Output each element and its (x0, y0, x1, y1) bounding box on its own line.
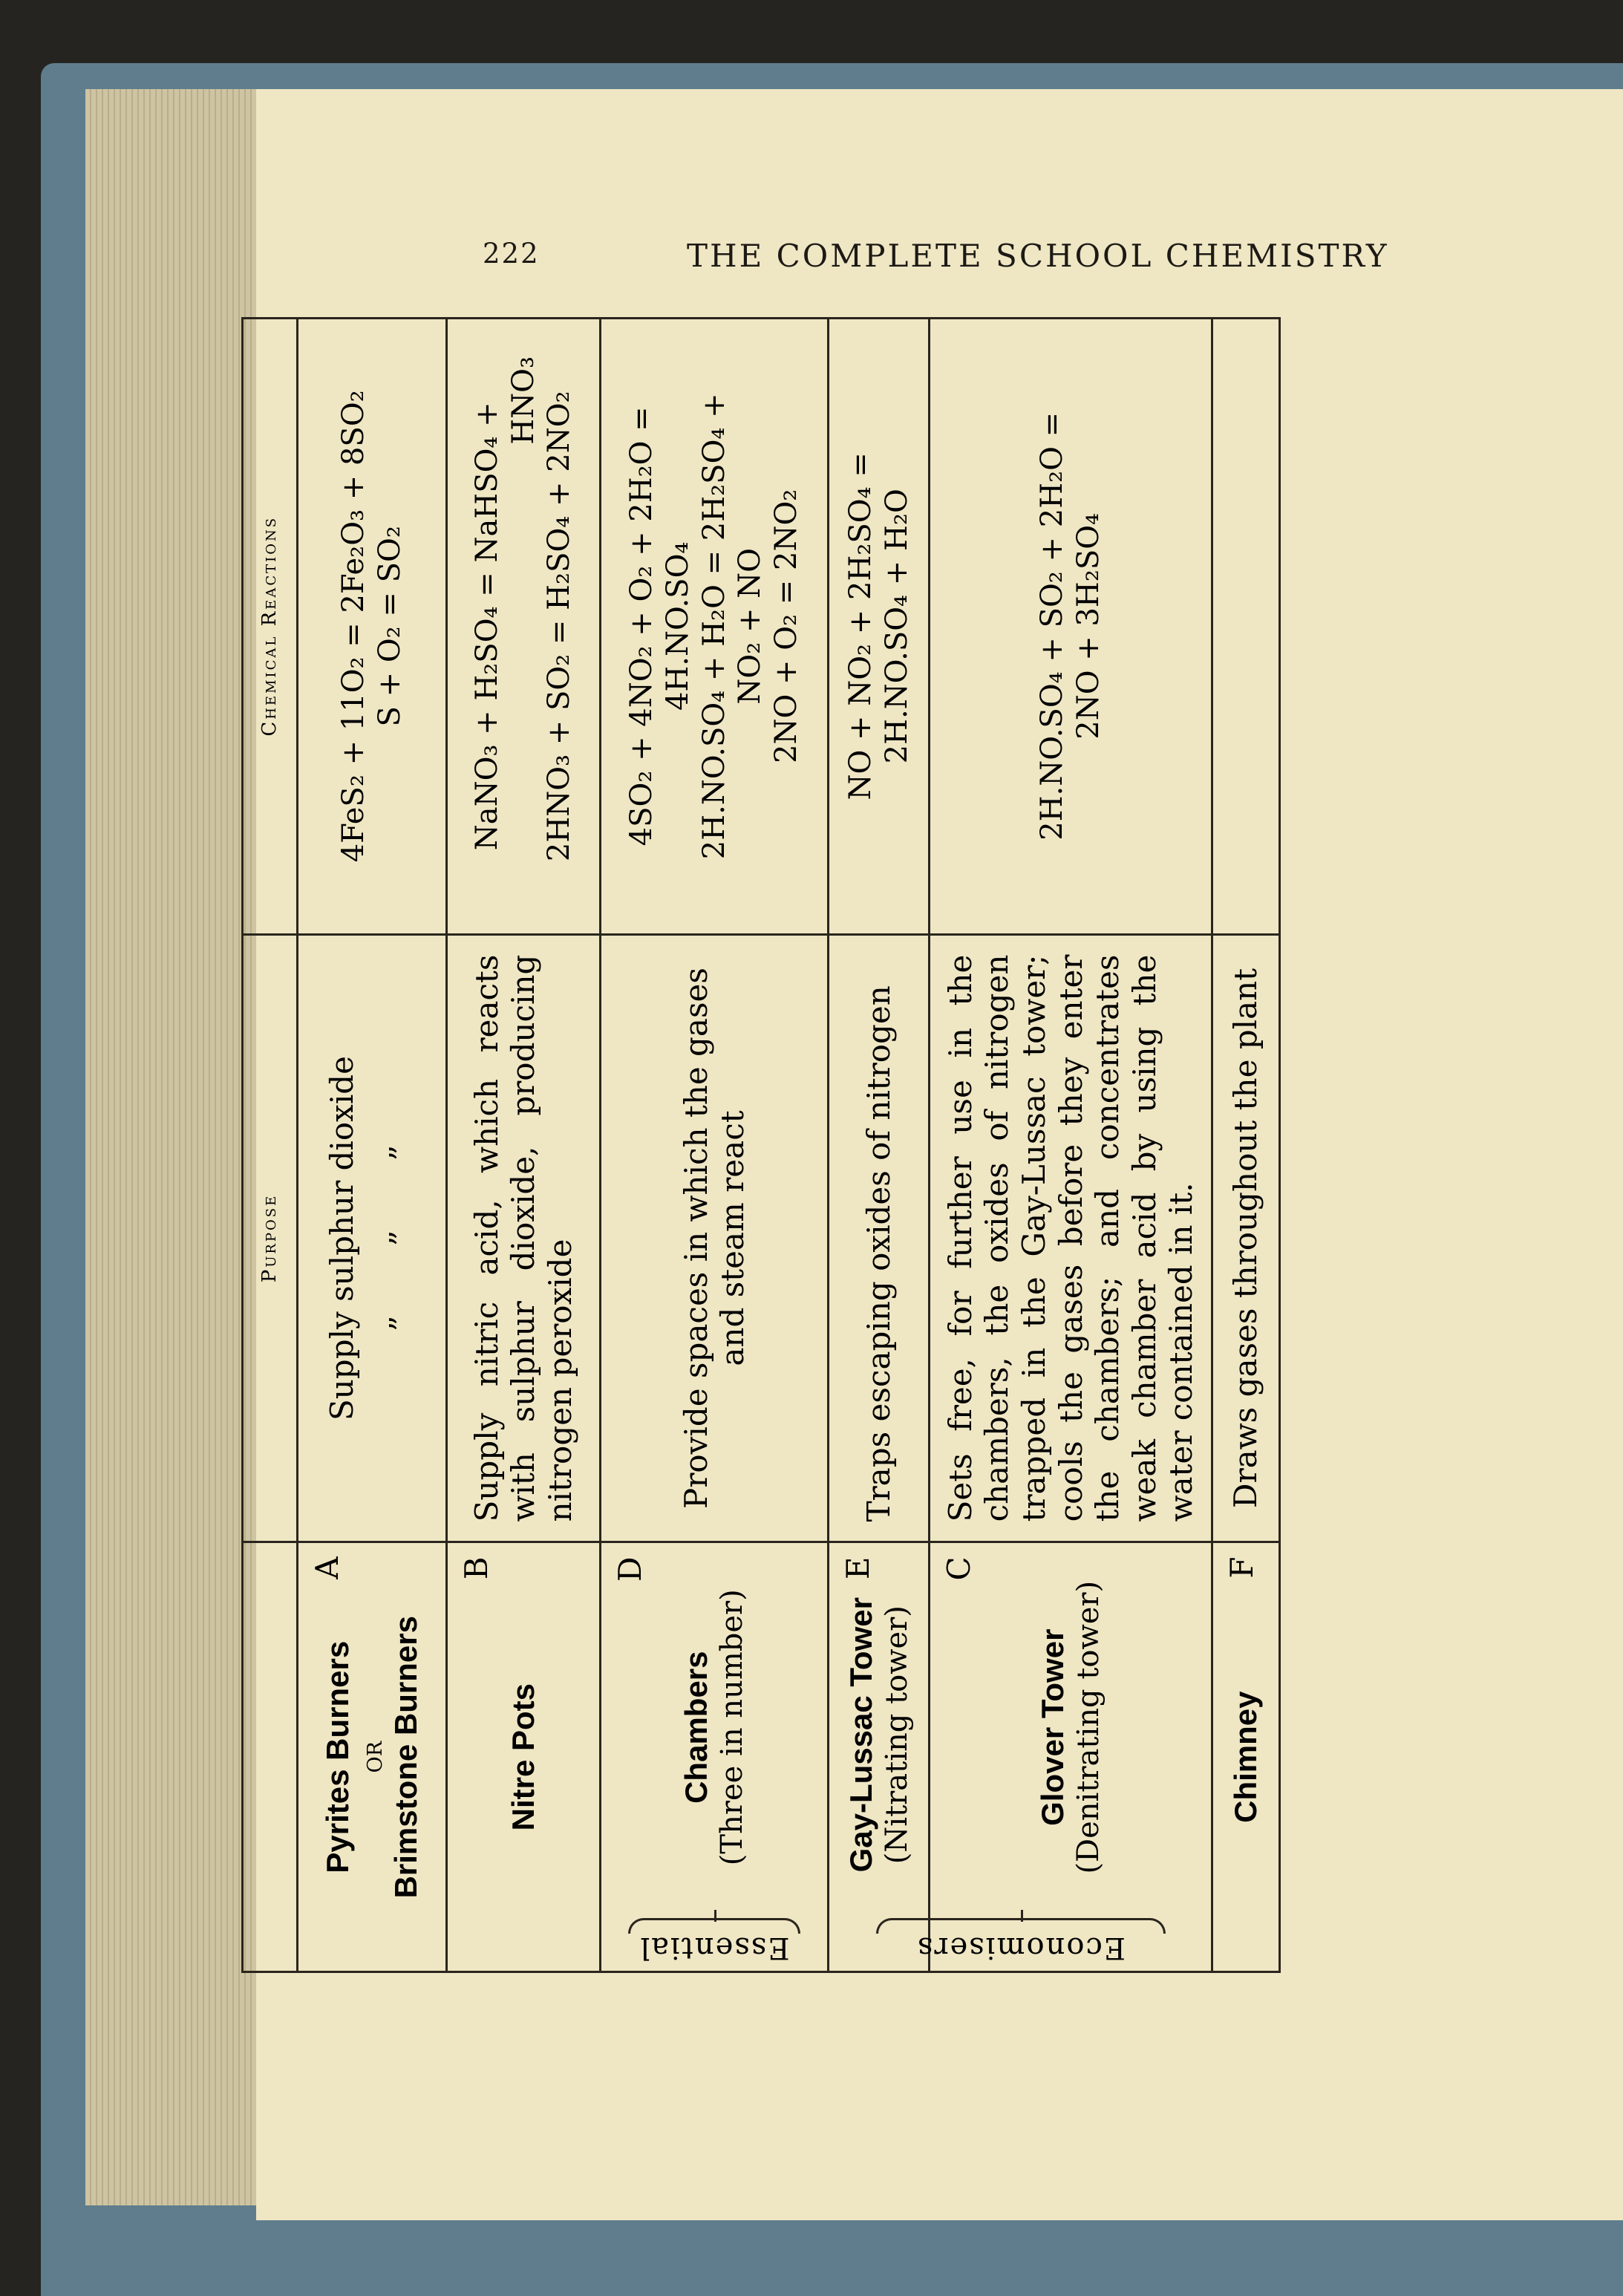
row-label: Pyrites Burners (319, 1640, 355, 1873)
row-label: Nitre Pots (505, 1683, 541, 1831)
row-label-alt: Brimstone Burners (388, 1616, 423, 1899)
equation: 2H.NO.SO₄ + SO₂ + 2H₂O = (1035, 411, 1070, 841)
brace-tip (1021, 1910, 1023, 1922)
row-chemical-reactions (1212, 319, 1280, 935)
row-purpose: Provide spaces in which the gases and steam react (600, 934, 828, 1542)
header-purpose: Purpose (243, 934, 298, 1542)
table-row (297, 319, 447, 1972)
equation-continued: 2H.NO.SO₄ + H₂O (879, 489, 914, 764)
row-label-cell (297, 1542, 447, 1972)
row-label-or: or (355, 1741, 388, 1773)
table-row (447, 319, 601, 1972)
row-label-cell (1212, 1542, 1280, 1972)
row-letter: F (1224, 1556, 1261, 1579)
row-chemical-reactions (600, 319, 828, 935)
row-label-cell (829, 1542, 930, 1972)
row-purpose: Sets free, for further use in the chambers, the oxides of nitrogen trapped in the Gay-Lussac tower; cools the gases before they enter the chambers; and concentrates weak chamber acid by using the water contained in it. (930, 934, 1212, 1542)
row-label-cell (915, 1542, 1212, 1972)
equation: S + O₂ = SO₂ (372, 526, 407, 727)
table-header-row (243, 319, 298, 1972)
row-label-sub: (Nitrating tower) (879, 1605, 914, 1865)
sulphuric-acid-plant-table (241, 317, 1281, 1973)
row-chemical-reactions (447, 319, 601, 935)
row-purpose (297, 934, 447, 1542)
row-label: Gay-Lussac Tower (843, 1597, 878, 1873)
group-label-essential: Essential (639, 1931, 790, 1965)
equation: 4SO₂ + 4NO₂ + O₂ + 2H₂O = (624, 406, 659, 847)
group-essential (601, 1911, 827, 1971)
table-row (930, 319, 1212, 1972)
equation: 2HNO₃ + SO₂ = H₂SO₄ + 2NO₂ (542, 391, 577, 862)
row-label-sub: (Three in number) (715, 1589, 750, 1866)
row-purpose: Supply nitric acid, which reacts with sulphur dioxide, producing nitrogen peroxide (447, 934, 601, 1542)
table-row (1212, 319, 1280, 1972)
group-label-economisers: Economisers (915, 1931, 1126, 1965)
row-chemical-reactions (829, 319, 930, 935)
row-letter: E (840, 1556, 877, 1580)
table-row (600, 319, 828, 1972)
row-label: Glover Tower (1035, 1628, 1071, 1826)
row-letter: A (308, 1556, 345, 1579)
row-letter: C (941, 1556, 978, 1581)
row-label-cell (447, 1542, 601, 1972)
purpose-text: Supply sulphur dioxide (324, 1055, 361, 1421)
row-letter: B (458, 1556, 495, 1580)
row-chemical-reactions (930, 319, 1212, 935)
page-number: 222 (483, 238, 540, 270)
row-purpose: Traps escaping oxides of nitrogen (829, 934, 930, 1542)
equation-continued: NO₂ + NO (733, 548, 768, 705)
row-chemical-reactions (297, 319, 447, 935)
purpose-ditto: ” ” ” (382, 1144, 419, 1332)
equation: NaNO₃ + H₂SO₄ = NaHSO₄ + (469, 402, 504, 851)
equation-continued: 2NO + 3H₂SO₄ (1071, 512, 1106, 740)
table-row (829, 319, 930, 1972)
row-purpose: Draws gases throughout the plant (1212, 934, 1280, 1542)
running-title: THE COMPLETE SCHOOL CHEMISTRY (687, 238, 1389, 274)
row-letter: D (611, 1556, 648, 1582)
brace-tip (714, 1910, 716, 1922)
equation: 2H.NO.SO₄ + H₂O = 2H₂SO₄ + (696, 393, 731, 860)
equation: 2NO + O₂ = 2NO₂ (769, 489, 804, 763)
equation-continued: HNO₃ (506, 356, 541, 445)
header-label (243, 1542, 298, 1972)
row-label-cell (600, 1542, 828, 1972)
equation-continued: 4H.NO.SO₄ (660, 541, 695, 711)
header-chemical-reactions: Chemical Reactions (243, 319, 298, 935)
row-label: Chimney (1227, 1691, 1263, 1823)
equation: 4FeS₂ + 11O₂ = 2Fe₂O₃ + 8SO₂ (336, 390, 371, 863)
equation: NO + NO₂ + 2H₂SO₄ = (843, 452, 878, 800)
group-economisers (830, 1911, 1211, 1971)
row-label-sub: (Denitrating tower) (1071, 1580, 1106, 1874)
row-label: Chambers (678, 1651, 713, 1804)
